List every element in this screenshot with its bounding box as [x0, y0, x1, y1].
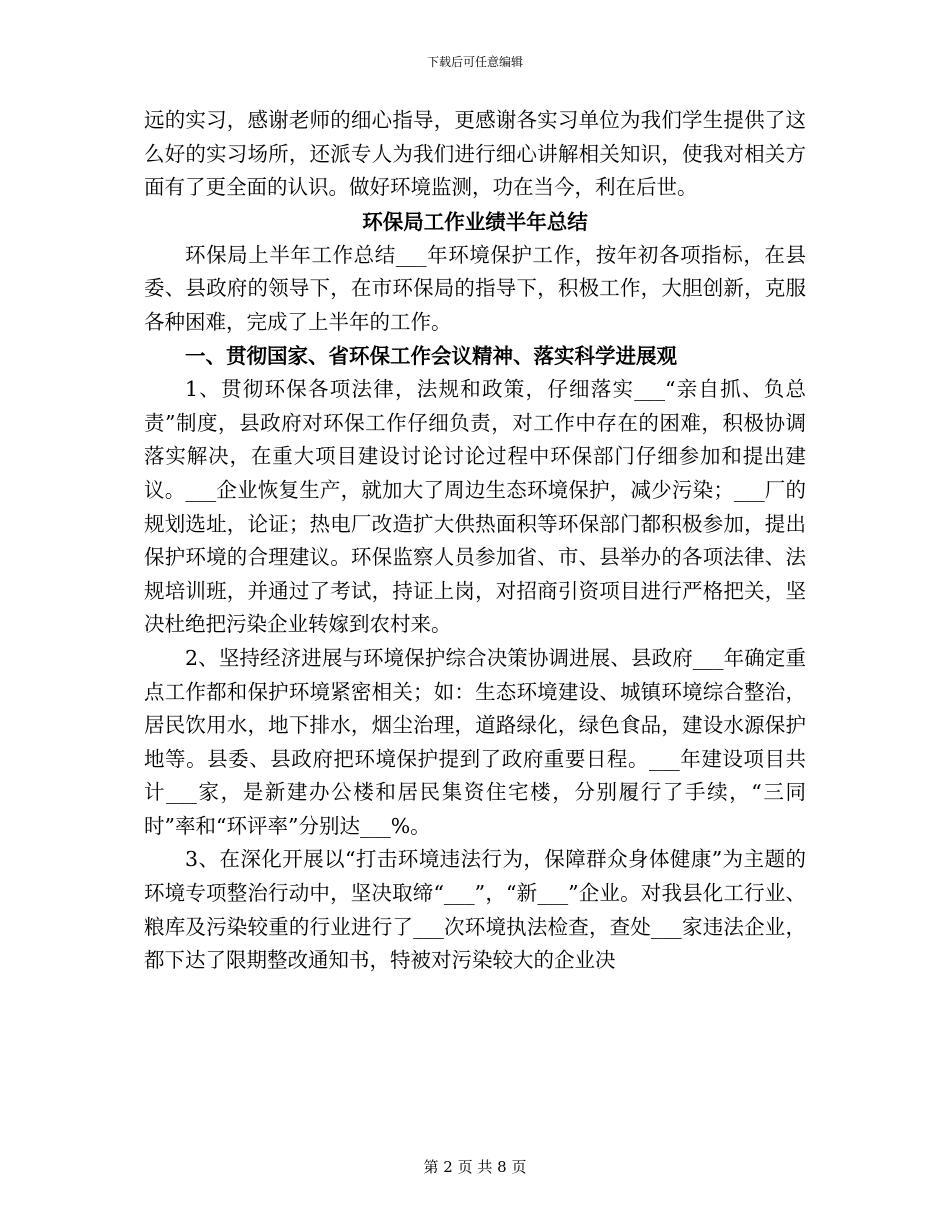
list-item-3: 3、在深化开展以“打击环境违法行为，保障群众身体健康”为主题的环境专项整治行动中，坚决取缔“___”，“新___”企业。对我县化工行业、粮库及污染较重的行业进行了___次环境执法检查，查处___家违法企业，都下达了限期整改通知书，特被对污染较大的企业决 [144, 847, 806, 973]
list-item-2: 2、坚持经济进展与环境保护综合决策协调进展、县政府___年确定重点工作都和保护环境紧密相关；如：生态环境建设、城镇环境综合整治，居民饮用水，地下排水，烟尘治理，道路绿化，绿色食品，建设水源保护地等。县委、县政府把环境保护提到了政府重要日程。___年建设项目共计___家，是新建办公楼和居民集资住宅楼，分别履行了手续，“三同时”率和“环评率”分别达___%。 [144, 645, 806, 838]
summary-paragraph: 环保局上半年工作总结___年环境保护工作，按年初各项指标，在县委、县政府的领导下，在市环保局的指导下，积极工作，大胆创新，克服各种困难，完成了上半年的工作。 [144, 242, 806, 334]
document-body [144, 104, 806, 978]
page-header: 下载后可任意编辑 [426, 55, 523, 69]
document-title: 环保局工作业绩半年总结 [362, 209, 588, 234]
list-item-1: 1、贯彻环保各项法律，法规和政策，仔细落实___“亲自抓、负总责”制度，县政府对环保工作仔细负责，对工作中存在的困难，积极协调落实解决，在重大项目建设讨论讨论过程中环保部门仔细参加和提出建议。___企业恢复生产，就加大了周边生态环境保护，减少污染；___厂的规划选址，论证；热电厂改造扩大供热面积等环保部门都积极参加，提出保护环境的合理建议。环保监察人员参加省、市、县举办的各项法律、法规培训班，并通过了考试，持证上岗，对招商引资项目进行严格把关，坚决杜绝把污染企业转嫁到农村来。 [144, 377, 806, 637]
page-footer: 第 2 页 共 8 页 [423, 1158, 527, 1176]
intro-paragraph: 远的实习，感谢老师的细心指导，更感谢各实习单位为我们学生提供了这么好的实习场所，还派专人为我们进行细心讲解相关知识，使我对相关方面有了更全面的认识。做好环境监测，功在当今，利在后世。 [144, 108, 806, 200]
section-heading: 一、贯彻国家、省环保工作会议精神、落实科学进展观 [185, 343, 677, 368]
